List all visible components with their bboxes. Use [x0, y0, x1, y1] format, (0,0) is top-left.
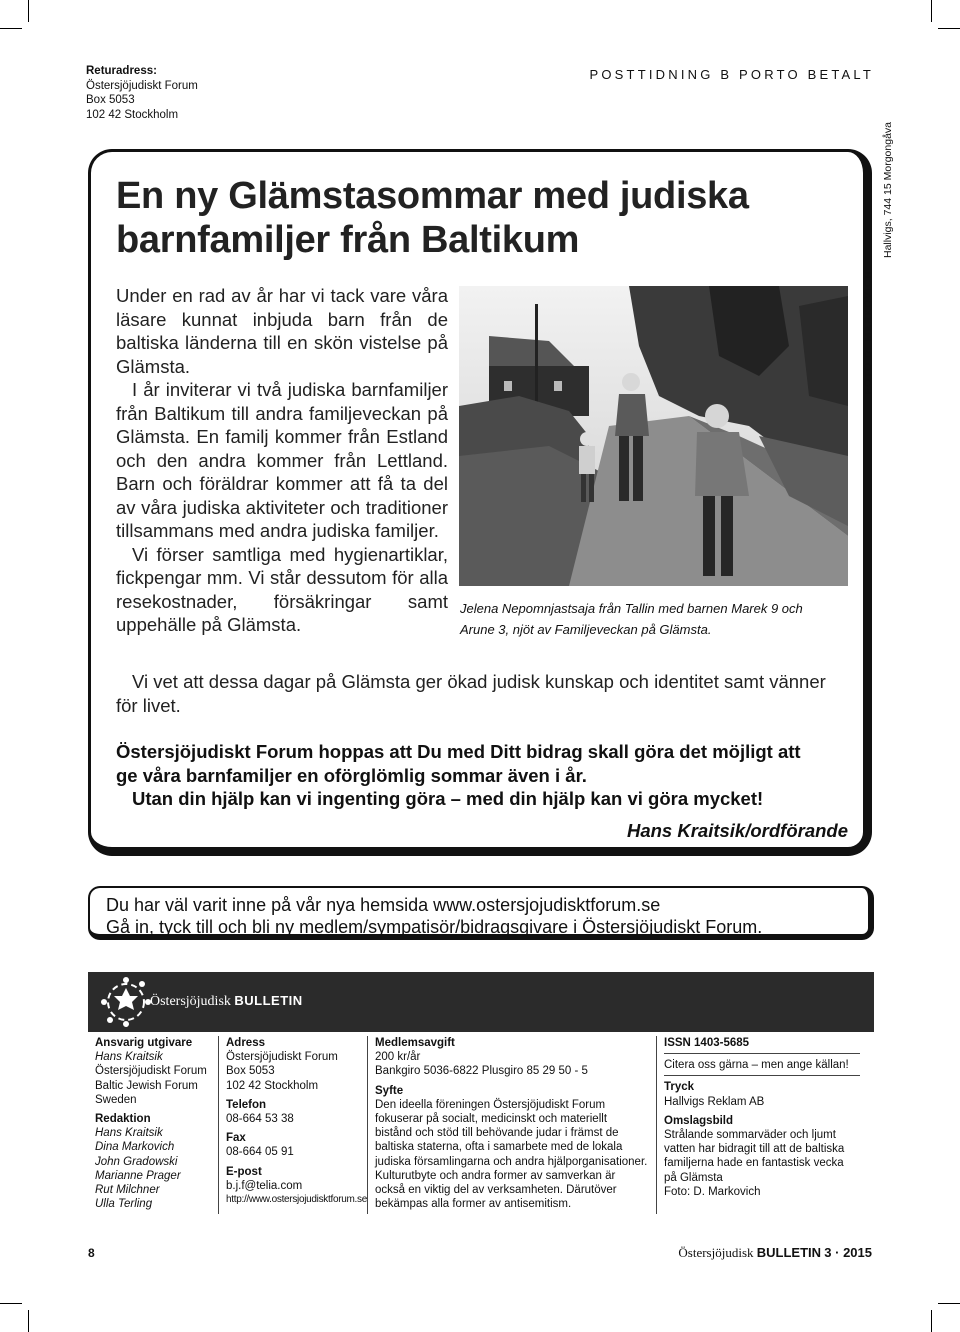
colophon-line: familjerna hade en fantastisk vecka — [664, 1157, 844, 1170]
crop-mark — [931, 0, 932, 22]
colophon-line: vatten har bidragit till att de baltiska — [664, 1143, 845, 1156]
colophon-heading: Medlemsavgift — [375, 1037, 455, 1049]
crop-mark — [0, 28, 22, 29]
colophon-line: 200 kr/år — [375, 1051, 421, 1064]
colophon-name: Dina Markovich — [95, 1141, 175, 1154]
colophon-heading: Redaktion — [95, 1113, 151, 1126]
web-notice-line: Du har väl varit inne på vår nya hemsida www.ostersjojudisktforum.se — [106, 895, 661, 915]
bulletin-logo-text — [150, 993, 303, 1010]
crop-mark — [938, 28, 960, 29]
footer-issue: 3 · 2015 — [824, 1245, 872, 1260]
colophon-web-link[interactable]: http://www.ostersjojudisktforum.se — [226, 1194, 367, 1206]
colophon-line: bekämpas alla former av antisemitism. — [375, 1198, 572, 1211]
colophon-line: Box 5053 — [226, 1065, 275, 1078]
footer-pub-prefix: Östersjöjudisk — [678, 1245, 754, 1260]
article-paragraph: Vi vet att dessa dagar på Glämsta ger ökad judisk kunskap och identitet samt vänner för livet. — [116, 671, 826, 716]
family-walking-photo — [459, 286, 848, 586]
crop-mark — [28, 0, 29, 22]
colophon-line: Sweden — [95, 1093, 137, 1106]
colophon-heading: Adress — [226, 1037, 265, 1049]
web-notice — [106, 894, 762, 938]
return-address-label: Returadress: — [86, 65, 157, 77]
page-number: 8 — [88, 1246, 95, 1260]
colophon-line: Östersjöjudiskt Forum — [95, 1065, 207, 1078]
colophon-heading: ISSN 1403-5685 — [664, 1037, 750, 1049]
web-notice-line: Gå in, tyck till och bli ny medlem/sympatisör/bidragsgivare i Östersjöjudiskt Forum. — [106, 917, 763, 937]
photo-caption — [460, 598, 840, 640]
colophon-line: Bankgiro 5036-6822 Plusgiro 85 29 50 - 5 — [375, 1065, 588, 1078]
colophon-email-link[interactable]: b.j.f@telia.com — [226, 1179, 303, 1192]
colophon-heading: E-post — [226, 1165, 262, 1178]
colophon-line: också en viktig del av verksamheten. Därutöver — [375, 1184, 617, 1197]
crop-mark — [0, 1303, 22, 1304]
article-body — [116, 284, 448, 637]
appeal-line: ge våra barnfamiljer en oförglömlig sommar även i år. — [116, 764, 587, 786]
colophon-name: Marianne Prager — [95, 1169, 181, 1182]
headline-line: barnfamiljer från Baltikum — [116, 219, 580, 261]
bulletin-logo-icon — [96, 972, 156, 1032]
crop-mark — [938, 1303, 960, 1304]
return-address-line: 102 42 Stockholm — [86, 108, 179, 121]
headline — [116, 174, 749, 262]
colophon-line: på Glämsta — [664, 1171, 723, 1184]
colophon-line: 102 42 Stockholm — [226, 1079, 319, 1092]
colophon-line: 08-664 05 91 — [226, 1146, 294, 1159]
return-address — [86, 64, 198, 122]
colophon-name: Hans Kraitsik — [95, 1051, 163, 1064]
colophon-name: Hans Kraitsik — [95, 1127, 163, 1140]
footer-publication — [678, 1245, 872, 1261]
column-divider — [367, 1036, 368, 1214]
colophon-line: Den ideella föreningen Östersjöjudiskt Forum — [375, 1098, 606, 1111]
headline-line: En ny Glämstasommar med judiska — [116, 175, 749, 217]
colophon-publisher — [95, 1036, 210, 1211]
colophon-heading: Syfte — [375, 1084, 404, 1097]
colophon-line: Baltic Jewish Forum — [95, 1079, 198, 1092]
colophon-name: Ulla Terling — [95, 1198, 153, 1211]
caption-line: Arune 3, njöt av Familjeveckan på Glämsta. — [460, 622, 712, 637]
vertical-address: Hallvigs, 744 15 Morgongåva — [882, 122, 894, 258]
signature: Hans Kraitsik/ordförande — [626, 820, 848, 841]
colophon-line: baltiska staterna, ofta i samarbete med de lokala — [375, 1141, 623, 1154]
colophon-membership — [375, 1036, 650, 1211]
crop-mark — [28, 1310, 29, 1332]
column-divider — [656, 1036, 657, 1214]
article-photo — [459, 286, 848, 586]
caption-line: Jelena Nepomnjastsaja från Tallin med barnen Marek 9 och — [460, 601, 803, 616]
colophon-name: John Gradowski — [95, 1155, 178, 1168]
footer-pub-bold: BULLETIN — [756, 1245, 822, 1260]
colophon-heading: Tryck — [664, 1081, 695, 1094]
colophon-print — [664, 1036, 864, 1199]
colophon-name: Rut Milchner — [95, 1184, 160, 1197]
colophon-rule — [664, 1053, 860, 1054]
postage-notice: POSTTIDNING B PORTO BETALT — [589, 67, 874, 82]
return-address-line: Box 5053 — [86, 94, 135, 106]
crop-mark — [931, 1310, 932, 1332]
colophon-line: Kulturutbyte och andra former av samverkan är — [375, 1169, 616, 1182]
colophon-heading: Telefon — [226, 1098, 267, 1111]
appeal-line: Östersjöjudiskt Forum hoppas att Du med Ditt bidrag skall göra det möjligt att — [116, 741, 801, 762]
bulletin-name-prefix: Östersjöjudisk — [150, 994, 231, 1009]
colophon-line: 08-664 53 38 — [226, 1113, 294, 1126]
colophon-heading: Fax — [226, 1132, 246, 1145]
colophon-line: Citera oss gärna – men ange källan! — [664, 1059, 849, 1072]
colophon-line: fokuserar på socialt, medicinskt och materiellt — [375, 1113, 608, 1126]
article-paragraph: Under en rad av år har vi tack vare våra läsare kunnat inbjuda barn från de baltiska länderna till en skön vistelse på Glämsta. — [116, 285, 448, 377]
colophon-rule — [664, 1075, 860, 1076]
colophon-line: Östersjöjudiskt Forum — [226, 1051, 338, 1064]
colophon-line: Strålande sommarväder och ljumt — [664, 1129, 836, 1142]
colophon-line: judiska församlingarna och andra hjälporganisationer. — [375, 1155, 648, 1168]
colophon-heading: Ansvarig utgivare — [95, 1037, 193, 1049]
colophon-contact — [226, 1036, 366, 1207]
column-divider — [218, 1036, 219, 1214]
colophon-line: Hallvigs Reklam AB — [664, 1095, 765, 1108]
article-paragraph: I år inviterar vi två judiska barnfamiljer från Baltikum till andra familjeveckan på Glämsta. En familj kommer från Estland och den andra kommer från Lettland. Barn och föräldrar kommer att få ta del av våra judiska aktiviteter och traditioner tillsammans med andra judiska familjer. — [116, 379, 448, 541]
appeal-line: Utan din hjälp kan vi ingenting göra – med din hjälp kan vi göra mycket! — [132, 788, 764, 809]
colophon-line: Foto: D. Markovich — [664, 1185, 761, 1198]
bulletin-name-bold: BULLETIN — [234, 993, 303, 1008]
colophon-line: bistånd och stöd till behövande judar i främst de — [375, 1127, 619, 1140]
photo-credit: FOTO D. MARKOVICH — [863, 269, 874, 394]
colophon-heading: Omslagsbild — [664, 1114, 734, 1127]
donation-appeal — [116, 740, 856, 811]
article-paragraph: Vi förser samtliga med hygienartiklar, fickpengar mm. Vi står dessutom för alla resekostnader, försäkringar samt uppehälle på Glämsta. — [116, 543, 448, 635]
return-address-line: Östersjöjudiskt Forum — [86, 79, 198, 92]
